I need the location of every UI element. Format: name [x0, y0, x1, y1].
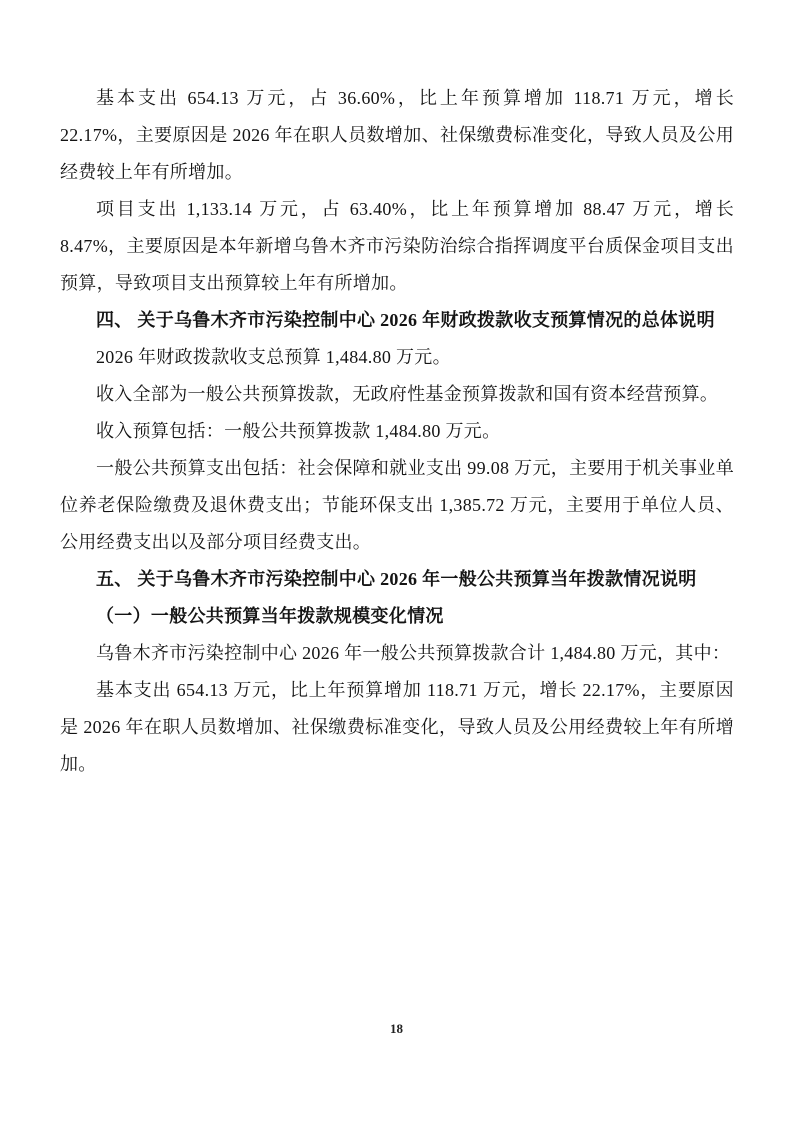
paragraph-basic-expenditure-change: 基本支出 654.13 万元，比上年预算增加 118.71 万元，增长 22.17%，主要原因是 2026 年在职人员数增加、社保缴费标准变化，导致人员及公用经费较上年有所增加。 [60, 680, 734, 774]
paragraph-income-budget: 收入预算包括：一般公共预算拨款 1,484.80 万元。 [96, 421, 501, 441]
heading-section-five: 五、 关于乌鲁木齐市污染控制中心 2026 年一般公共预算当年拨款情况说明 [96, 569, 697, 589]
page-number: 18 [390, 1021, 403, 1036]
heading-section-four: 四、 关于乌鲁木齐市污染控制中心 2026 年财政拨款收支预算情况的总体说明 [96, 310, 715, 330]
paragraph-appropriation-total: 乌鲁木齐市污染控制中心 2026 年一般公共预算拨款合计 1,484.80 万元，其中： [96, 643, 731, 663]
paragraph-project-expenditure-share: 项目支出 1,133.14 万元，占 63.40%，比上年预算增加 88.47 万元，增长 8.47%，主要原因是本年新增乌鲁木齐市污染防治综合指挥调度平台质保金项目支出预算，导致项目支出预算较上年有所增加。 [60, 199, 734, 293]
page-footer [0, 1020, 793, 1038]
paragraph-expenditure-breakdown: 一般公共预算支出包括：社会保障和就业支出 99.08 万元，主要用于机关事业单位养老保险缴费及退休费支出；节能环保支出 1,385.72 万元，主要用于单位人员、公用经费支出以及部分项目经费支出。 [60, 458, 734, 552]
paragraph-total-fiscal-budget: 2026 年财政拨款收支总预算 1,484.80 万元。 [96, 347, 451, 367]
subheading-five-one: （一）一般公共预算当年拨款规模变化情况 [96, 606, 444, 626]
paragraph-basic-expenditure-share: 基本支出 654.13 万元，占 36.60%，比上年预算增加 118.71 万元，增长 22.17%，主要原因是 2026 年在职人员数增加、社保缴费标准变化，导致人员及公用经费较上年有所增加。 [60, 88, 734, 182]
paragraph-income-source: 收入全部为一般公共预算拨款，无政府性基金预算拨款和国有资本经营预算。 [96, 384, 719, 404]
document-content [60, 80, 734, 783]
